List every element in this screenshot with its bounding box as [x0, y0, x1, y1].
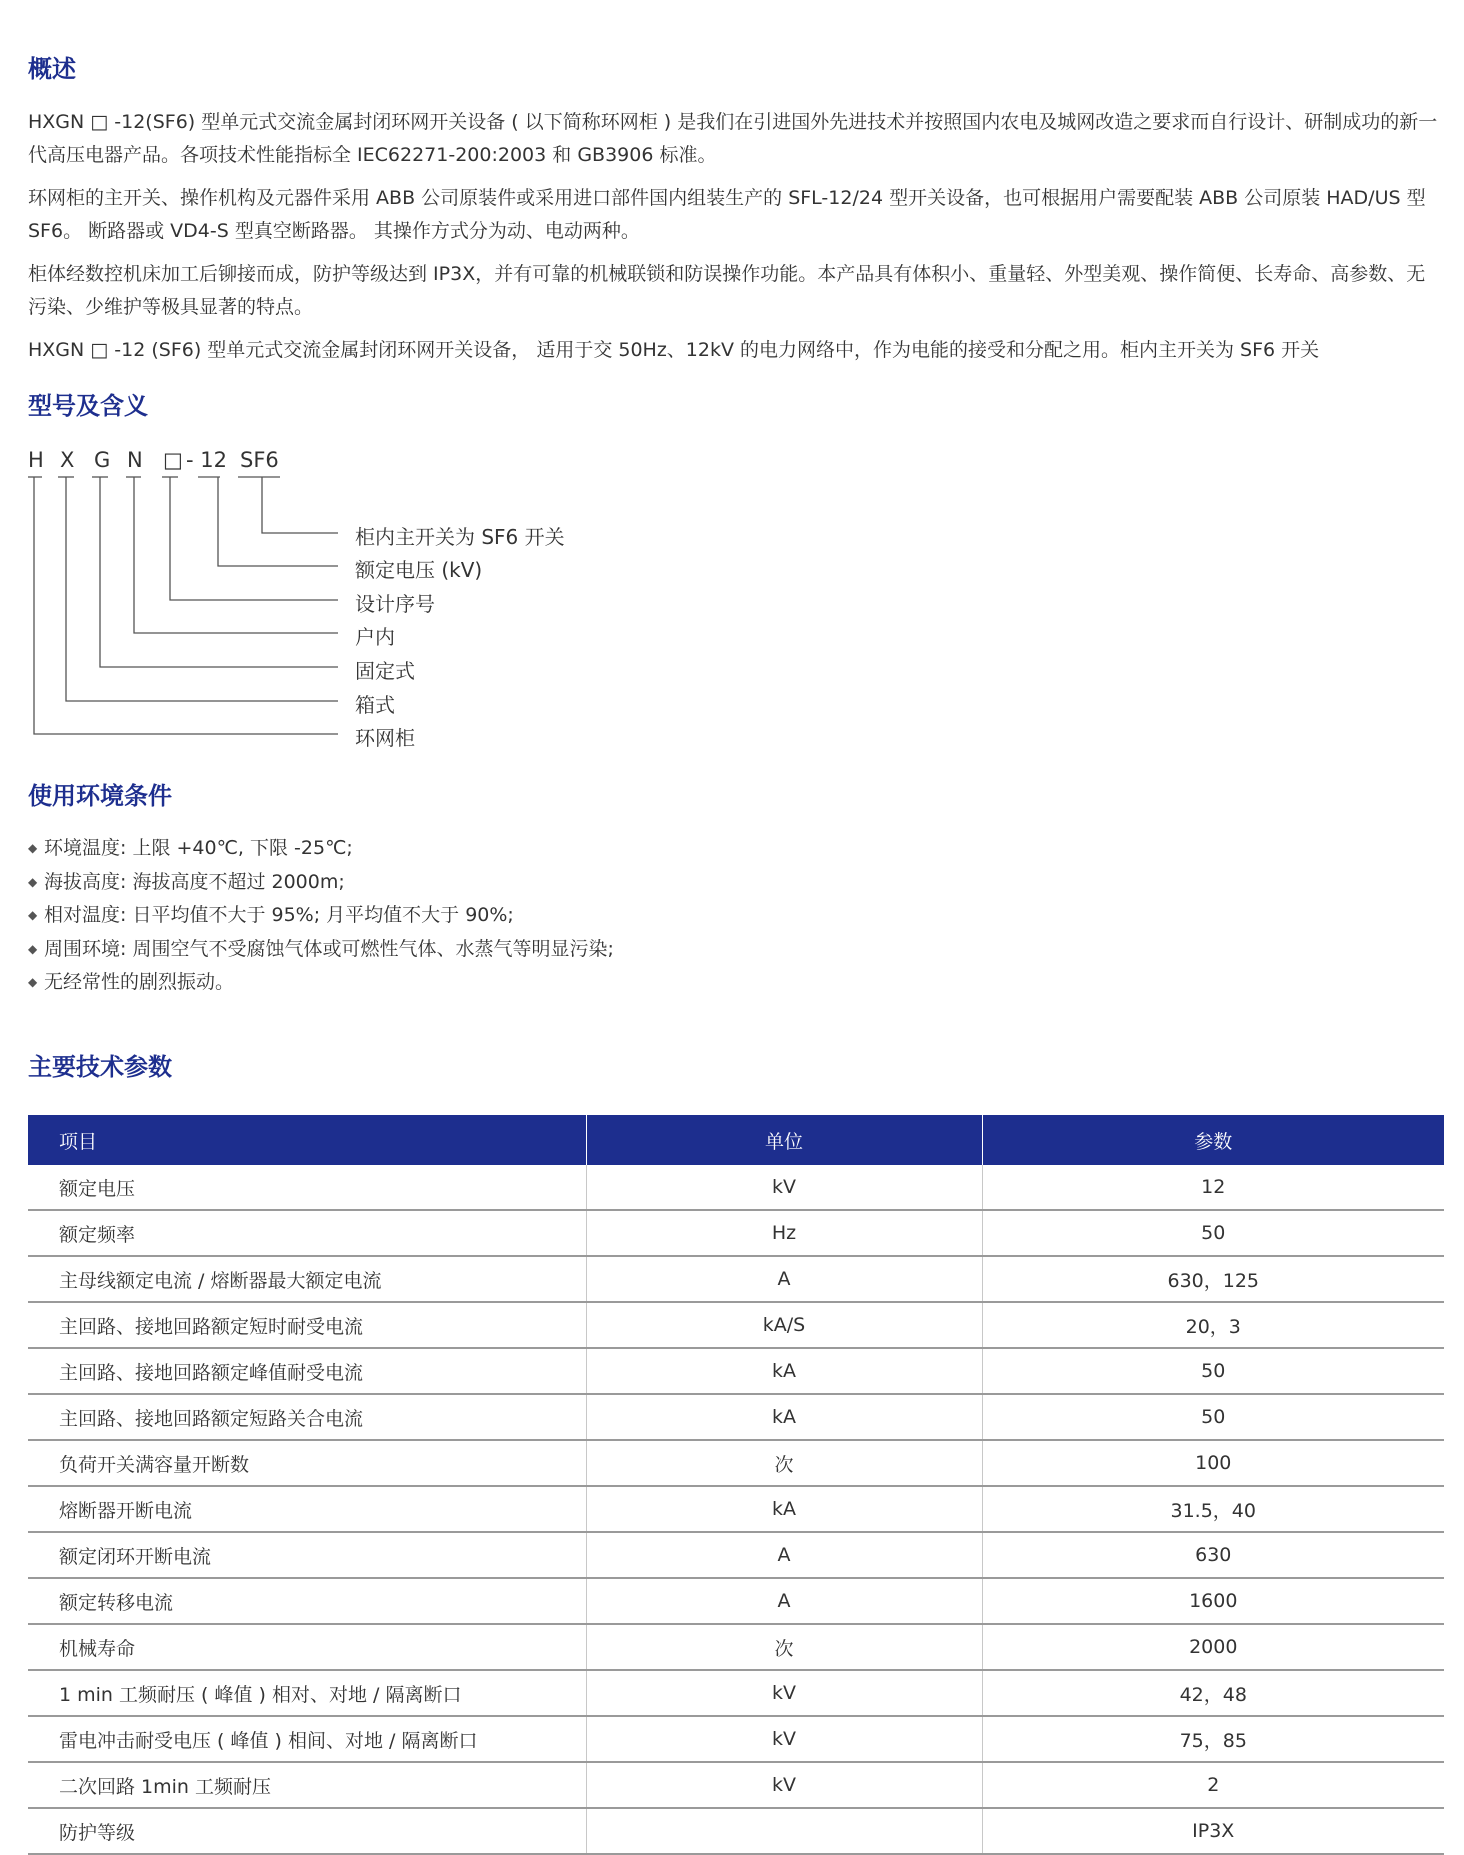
diamond-bullet-icon: ◆: [28, 874, 38, 889]
table-row: 雷电冲击耐受电压 ( 峰值 ) 相间、对地 / 隔离断口 kV 75，85: [28, 1716, 1444, 1762]
column-header-item: 项目: [28, 1115, 586, 1165]
table-row: 熔断器开断电流 kA 31.5，40: [28, 1486, 1444, 1532]
table-row: 主母线额定电流 / 熔断器最大额定电流 A 630，125: [28, 1256, 1444, 1302]
overview-paragraph-3: 柜体经数控机床加工后铆接而成，防护等级达到 IP3X，并有可靠的机械联锁和防误操作功能。本产品具有体积小、重量轻、外型美观、操作简便、长寿命、高参数、无污染、少维护等极具显著的特点。: [28, 263, 1426, 318]
table-row: 额定电压 kV 12: [28, 1165, 1444, 1210]
model-letter-x: X: [60, 448, 75, 472]
model-diagram: [28, 448, 728, 758]
overview-heading: 概述: [28, 55, 76, 83]
model-meaning-sf6-switch: 柜内主开关为 SF6 开关: [355, 525, 565, 549]
model-meaning-ring-cabinet: 环网柜: [355, 726, 415, 750]
model-letter-n: N: [127, 448, 143, 472]
table-row: 额定闭环开断电流 A 630: [28, 1532, 1444, 1578]
overview-paragraph-2: 环网柜的主开关、操作机构及元器件采用 ABB 公司原装件或采用进口部件国内组装生产的 SFL-12/24 型开关设备，也可根据用户需要配装 ABB 公司原装 HAD/US 型 SF6。 断路器或 VD4-S 型真空断路器。 其操作方式分为动、电动两种。: [28, 187, 1426, 242]
model-letter-12: - 12: [186, 448, 227, 472]
column-header-value: 参数: [982, 1115, 1444, 1165]
table-row: 主回路、接地回路额定短时耐受电流 kA/S 20，3: [28, 1302, 1444, 1348]
table-row: 主回路、接地回路额定峰值耐受电流 kA 50: [28, 1348, 1444, 1394]
table-row: 主回路、接地回路额定短路关合电流 kA 50: [28, 1394, 1444, 1440]
model-meaning-design-number: 设计序号: [355, 592, 435, 616]
model-heading: 型号及含义: [28, 392, 148, 420]
diamond-bullet-icon: ◆: [28, 841, 38, 855]
model-meaning-rated-voltage: 额定电压 (kV): [355, 558, 483, 582]
environment-heading: 使用环境条件: [28, 782, 172, 810]
list-item: ◆ 环境温度: 上限 +40℃, 下限 -25℃;: [28, 832, 614, 866]
table-row: 机械寿命 次 2000: [28, 1624, 1444, 1670]
list-item: ◆ 无经常性的剧烈振动。: [28, 966, 614, 1000]
model-meaning-box-type: 箱式: [355, 693, 395, 717]
table-row: 二次回路 1min 工频耐压 kV 2: [28, 1762, 1444, 1808]
model-letter-h: H: [28, 448, 44, 472]
model-letter-g: G: [94, 448, 111, 472]
model-letter-box: □: [163, 448, 183, 472]
column-header-unit: 单位: [586, 1115, 982, 1165]
model-meaning-indoor: 户内: [355, 625, 395, 649]
environment-list: [28, 832, 614, 1000]
specs-heading: 主要技术参数: [28, 1053, 172, 1081]
specs-table: [28, 1115, 1444, 1855]
model-meaning-fixed: 固定式: [355, 659, 415, 683]
table-row: 额定转移电流 A 1600: [28, 1578, 1444, 1624]
overview-paragraph-1: HXGN □ -12(SF6) 型单元式交流金属封闭环网开关设备 ( 以下简称环网柜 ) 是我们在引进国外先进技术并按照国内农电及城网改造之要求而自行设计、研制成功的新一代高压电器产品。各项技术性能指标全 IEC62271-200:2003 和 GB3906 标准。: [28, 111, 1438, 166]
table-row: 防护等级 IP3X: [28, 1808, 1444, 1854]
diamond-bullet-icon: ◆: [28, 908, 38, 922]
list-item: ◆ 相对温度: 日平均值不大于 95%; 月平均值不大于 90%;: [28, 899, 614, 933]
diamond-bullet-icon: ◆: [28, 975, 38, 989]
diamond-bullet-icon: ◆: [28, 941, 38, 956]
table-row: 额定频率 Hz 50: [28, 1210, 1444, 1256]
overview-paragraph-4: HXGN □ -12 (SF6) 型单元式交流金属封闭环网开关设备， 适用于交 50Hz、12kV 的电力网络中，作为电能的接受和分配之用。柜内主开关为 SF6 开关: [28, 339, 1320, 361]
list-item: ◆ 周围环境: 周围空气不受腐蚀气体或可燃性气体、水蒸气等明显污染;: [28, 933, 614, 967]
list-item: ◆ 海拔高度: 海拔高度不超过 2000m;: [28, 866, 614, 900]
table-row: 1 min 工频耐压 ( 峰值 ) 相对、对地 / 隔离断口 kV 42，48: [28, 1670, 1444, 1716]
table-row: 负荷开关满容量开断数 次 100: [28, 1440, 1444, 1486]
table-header-row: [28, 1115, 1444, 1165]
model-letter-sf6: SF6: [240, 448, 279, 472]
